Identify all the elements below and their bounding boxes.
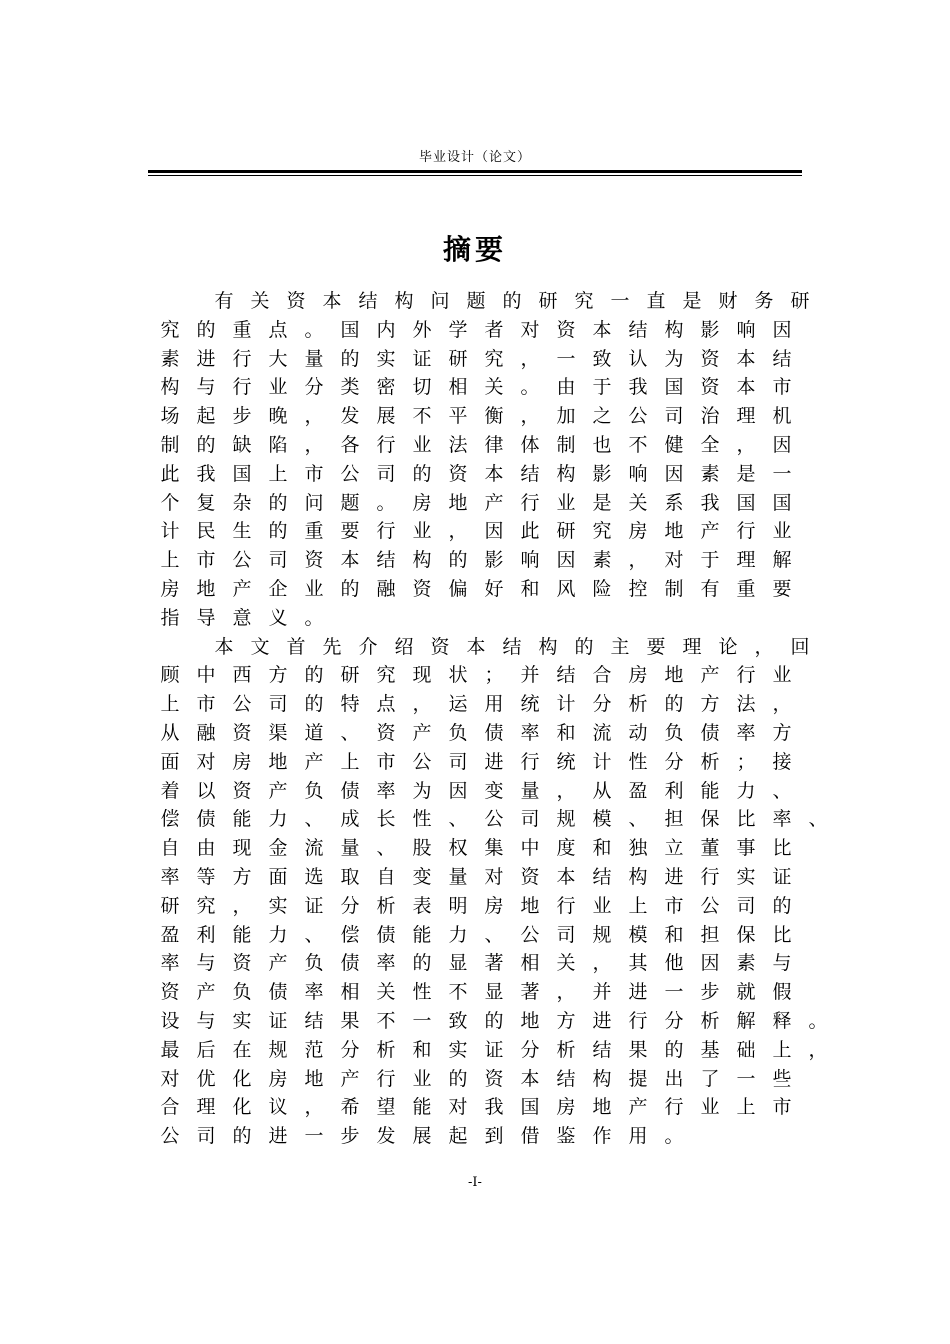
body-line: 有 关 资 本 结 构 问 题 的 研 究 一 直 是 财 务 研 <box>214 290 810 312</box>
body-line: 最 后 在 规 范 分 析 和 实 证 分 析 结 果 的 基 础 上 ， <box>160 1038 828 1061</box>
body-line: 偿 债 能 力 、 成 长 性 、 公 司 规 模 、 担 保 比 率 、 <box>160 808 828 831</box>
body-line: 盈 利 能 力 、 偿 债 能 力 、 公 司 规 模 和 担 保 比 <box>160 923 792 946</box>
body-line: 资 产 负 债 率 相 关 性 不 显 著 ， 并 进 一 步 就 假 <box>160 981 792 1004</box>
body-line: 率 等 方 面 选 取 自 变 量 对 资 本 结 构 进 行 实 证 <box>160 866 792 888</box>
body-line: 计 民 生 的 重 要 行 业 ， 因 此 研 究 房 地 产 行 业 <box>160 520 792 543</box>
header-rule-thick <box>148 170 802 173</box>
body-line: 自 由 现 金 流 量 、 股 权 集 中 度 和 独 立 董 事 比 <box>160 837 792 860</box>
running-header: 毕业设计（论文） <box>418 150 531 165</box>
body-line: 场 起 步 晚 ， 发 展 不 平 衡 ， 加 之 公 司 治 理 机 <box>160 405 792 428</box>
body-line: 素 进 行 大 量 的 实 证 研 究 ， 一 致 认 为 资 本 结 <box>160 347 792 370</box>
body-line: 对 优 化 房 地 产 行 业 的 资 本 结 构 提 出 了 一 些 <box>160 1067 792 1090</box>
page-number: -I- <box>468 1175 482 1190</box>
body-line: 房 地 产 企 业 的 融 资 偏 好 和 风 险 控 制 有 重 要 <box>160 578 792 600</box>
body-line: 公 司 的 进 一 步 发 展 起 到 借 鉴 作 用 。 <box>160 1125 684 1148</box>
body-line: 设 与 实 证 结 果 不 一 致 的 地 方 进 行 分 析 解 释 。 <box>160 1010 828 1032</box>
body-line: 面 对 房 地 产 上 市 公 司 进 行 统 计 性 分 析 ； 接 <box>160 750 792 773</box>
header-rule-thin <box>148 175 802 176</box>
body-line: 构 与 行 业 分 类 密 切 相 关 。 由 于 我 国 资 本 市 <box>160 376 792 399</box>
body-line: 指 导 意 义 。 <box>160 606 324 629</box>
body-line: 研 究 ， 实 证 分 析 表 明 房 地 行 业 上 市 公 司 的 <box>160 894 792 917</box>
body-line: 上 市 公 司 资 本 结 构 的 影 响 因 素 ， 对 于 理 解 <box>160 549 792 572</box>
body-line: 究 的 重 点 。 国 内 外 学 者 对 资 本 结 构 影 响 因 <box>160 318 792 341</box>
body-line: 从 融 资 渠 道 、 资 产 负 债 率 和 流 动 负 债 率 方 <box>160 722 792 744</box>
body-line: 合 理 化 议 ， 希 望 能 对 我 国 房 地 产 行 业 上 市 <box>160 1096 792 1119</box>
body-line: 顾 中 西 方 的 研 究 现 状 ； 并 结 合 房 地 产 行 业 <box>160 664 792 687</box>
body-line: 此 我 国 上 市 公 司 的 资 本 结 构 影 响 因 素 是 一 <box>160 462 792 485</box>
body-line: 个 复 杂 的 问 题 。 房 地 产 行 业 是 关 系 我 国 国 <box>160 491 792 514</box>
abstract-title: 摘要 <box>442 233 507 266</box>
body-line: 率 与 资 产 负 债 率 的 显 著 相 关 ， 其 他 因 素 与 <box>160 952 792 975</box>
body-line: 上 市 公 司 的 特 点 ， 运 用 统 计 分 析 的 方 法 ， <box>160 693 792 716</box>
body-line: 制 的 缺 陷 ， 各 行 业 法 律 体 制 也 不 健 全 ， 因 <box>160 434 792 456</box>
body-line: 本 文 首 先 介 绍 资 本 结 构 的 主 要 理 论 ， 回 <box>214 635 810 658</box>
body-line: 着 以 资 产 负 债 率 为 因 变 量 ， 从 盈 利 能 力 、 <box>160 779 792 802</box>
